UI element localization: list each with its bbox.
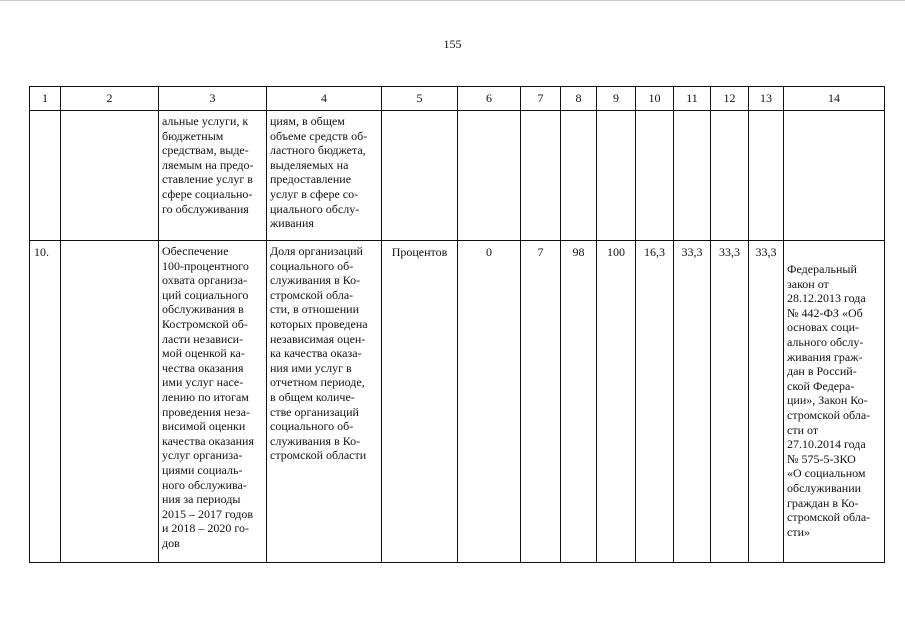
value-cell: 0 bbox=[486, 245, 492, 259]
column-header: 13 bbox=[749, 87, 784, 111]
table-cell bbox=[636, 111, 674, 241]
table-cell bbox=[674, 241, 711, 563]
column-header: 12 bbox=[711, 87, 749, 111]
unit-of-measure: Процентов bbox=[391, 245, 448, 259]
value-cell: 33,3 bbox=[755, 245, 777, 259]
column-header: 4 bbox=[267, 87, 382, 111]
column-header: 9 bbox=[597, 87, 636, 111]
column-header: 10 bbox=[636, 87, 674, 111]
cell-text: альные услуги, к бюджетным средствам, выде- ляемым на предо- ставление услуг в сфере социально- го обслуживания bbox=[162, 114, 254, 216]
value-cell: 33,3 bbox=[681, 245, 703, 259]
table-cell bbox=[382, 241, 458, 563]
page-number: 155 bbox=[443, 37, 462, 51]
table-cell bbox=[267, 241, 382, 563]
table-cell bbox=[597, 111, 636, 241]
table-row-10 bbox=[30, 241, 885, 563]
table-cell bbox=[749, 241, 784, 563]
column-header: 7 bbox=[521, 87, 561, 111]
table-cell bbox=[561, 111, 597, 241]
column-header: 11 bbox=[674, 87, 711, 111]
table-cell bbox=[159, 111, 267, 241]
table-cell bbox=[267, 111, 382, 241]
value-cell: 16,3 bbox=[644, 245, 665, 259]
header-row bbox=[30, 87, 885, 111]
column-header: 2 bbox=[61, 87, 159, 111]
column-header: 3 bbox=[159, 87, 267, 111]
legal-basis: Федеральный закон от 28.12.2013 года № 442-ФЗ «Об основах соци- ального обслу- живания граж- дан в Россий- ской Федера- ции», Закон Ко- стромской обла- сти от 27.10.2014 года № 575-5-ЗКО «О социальном обслуживании граждан в Ко- стромской обла- сти» bbox=[787, 262, 871, 539]
indicator-table bbox=[29, 86, 885, 563]
table-cell bbox=[30, 111, 61, 241]
table-cell bbox=[784, 241, 885, 563]
column-header: 6 bbox=[458, 87, 521, 111]
table-cell bbox=[784, 111, 885, 241]
value-cell: 7 bbox=[537, 245, 544, 259]
row-index: 10. bbox=[34, 245, 49, 259]
column-header: 5 bbox=[382, 87, 458, 111]
table-cell bbox=[636, 241, 674, 563]
page-top-edge bbox=[0, 0, 905, 3]
table-cell bbox=[458, 241, 521, 563]
cell-text: циям, в общем объеме средств об- ластного бюджета, выделяемых на предоставление услуг в сфере со- циального обслу- живания bbox=[270, 114, 368, 231]
table-cell bbox=[159, 241, 267, 563]
table-row-continuation bbox=[30, 111, 885, 241]
table-cell bbox=[521, 241, 561, 563]
table-cell bbox=[458, 111, 521, 241]
table-cell bbox=[597, 241, 636, 563]
table-cell bbox=[30, 241, 61, 563]
table-cell bbox=[382, 111, 458, 241]
table-cell bbox=[711, 241, 749, 563]
value-cell: 100 bbox=[607, 245, 625, 259]
table-cell bbox=[61, 241, 159, 563]
table-cell bbox=[561, 241, 597, 563]
value-cell: 98 bbox=[572, 245, 585, 259]
table-cell bbox=[521, 111, 561, 241]
cell-text bbox=[61, 241, 158, 244]
table-cell bbox=[61, 111, 159, 241]
table-cell bbox=[674, 111, 711, 241]
value-cell: 33,3 bbox=[719, 245, 740, 259]
column-header: 8 bbox=[561, 87, 597, 111]
column-header: 14 bbox=[784, 87, 885, 111]
indicator-description: Доля организаций социального об- служивания в Ко- стромской обла- сти, в отношении которых проведена независимая оцен- ка качества оказа- ния ими услуг в отчетном периоде, в общем количе- стве организаций социального об- служивания в Ко- стромской области bbox=[270, 244, 368, 463]
measure-description: Обеспечение 100-процентного охвата организа- ций социального обслуживания в Костромской об- ласти независи- мой оценкой ка- чества оказания ими услуг насе- лению по итогам проведения неза- висимой оценки качества оказания услуг организа- циями социаль- ного обслужива- ния за периоды 2015 – 2017 годов и 2018 – 2020 го- дов bbox=[162, 244, 254, 550]
table-cell bbox=[711, 111, 749, 241]
table-cell bbox=[749, 111, 784, 241]
column-header: 1 bbox=[30, 87, 61, 111]
